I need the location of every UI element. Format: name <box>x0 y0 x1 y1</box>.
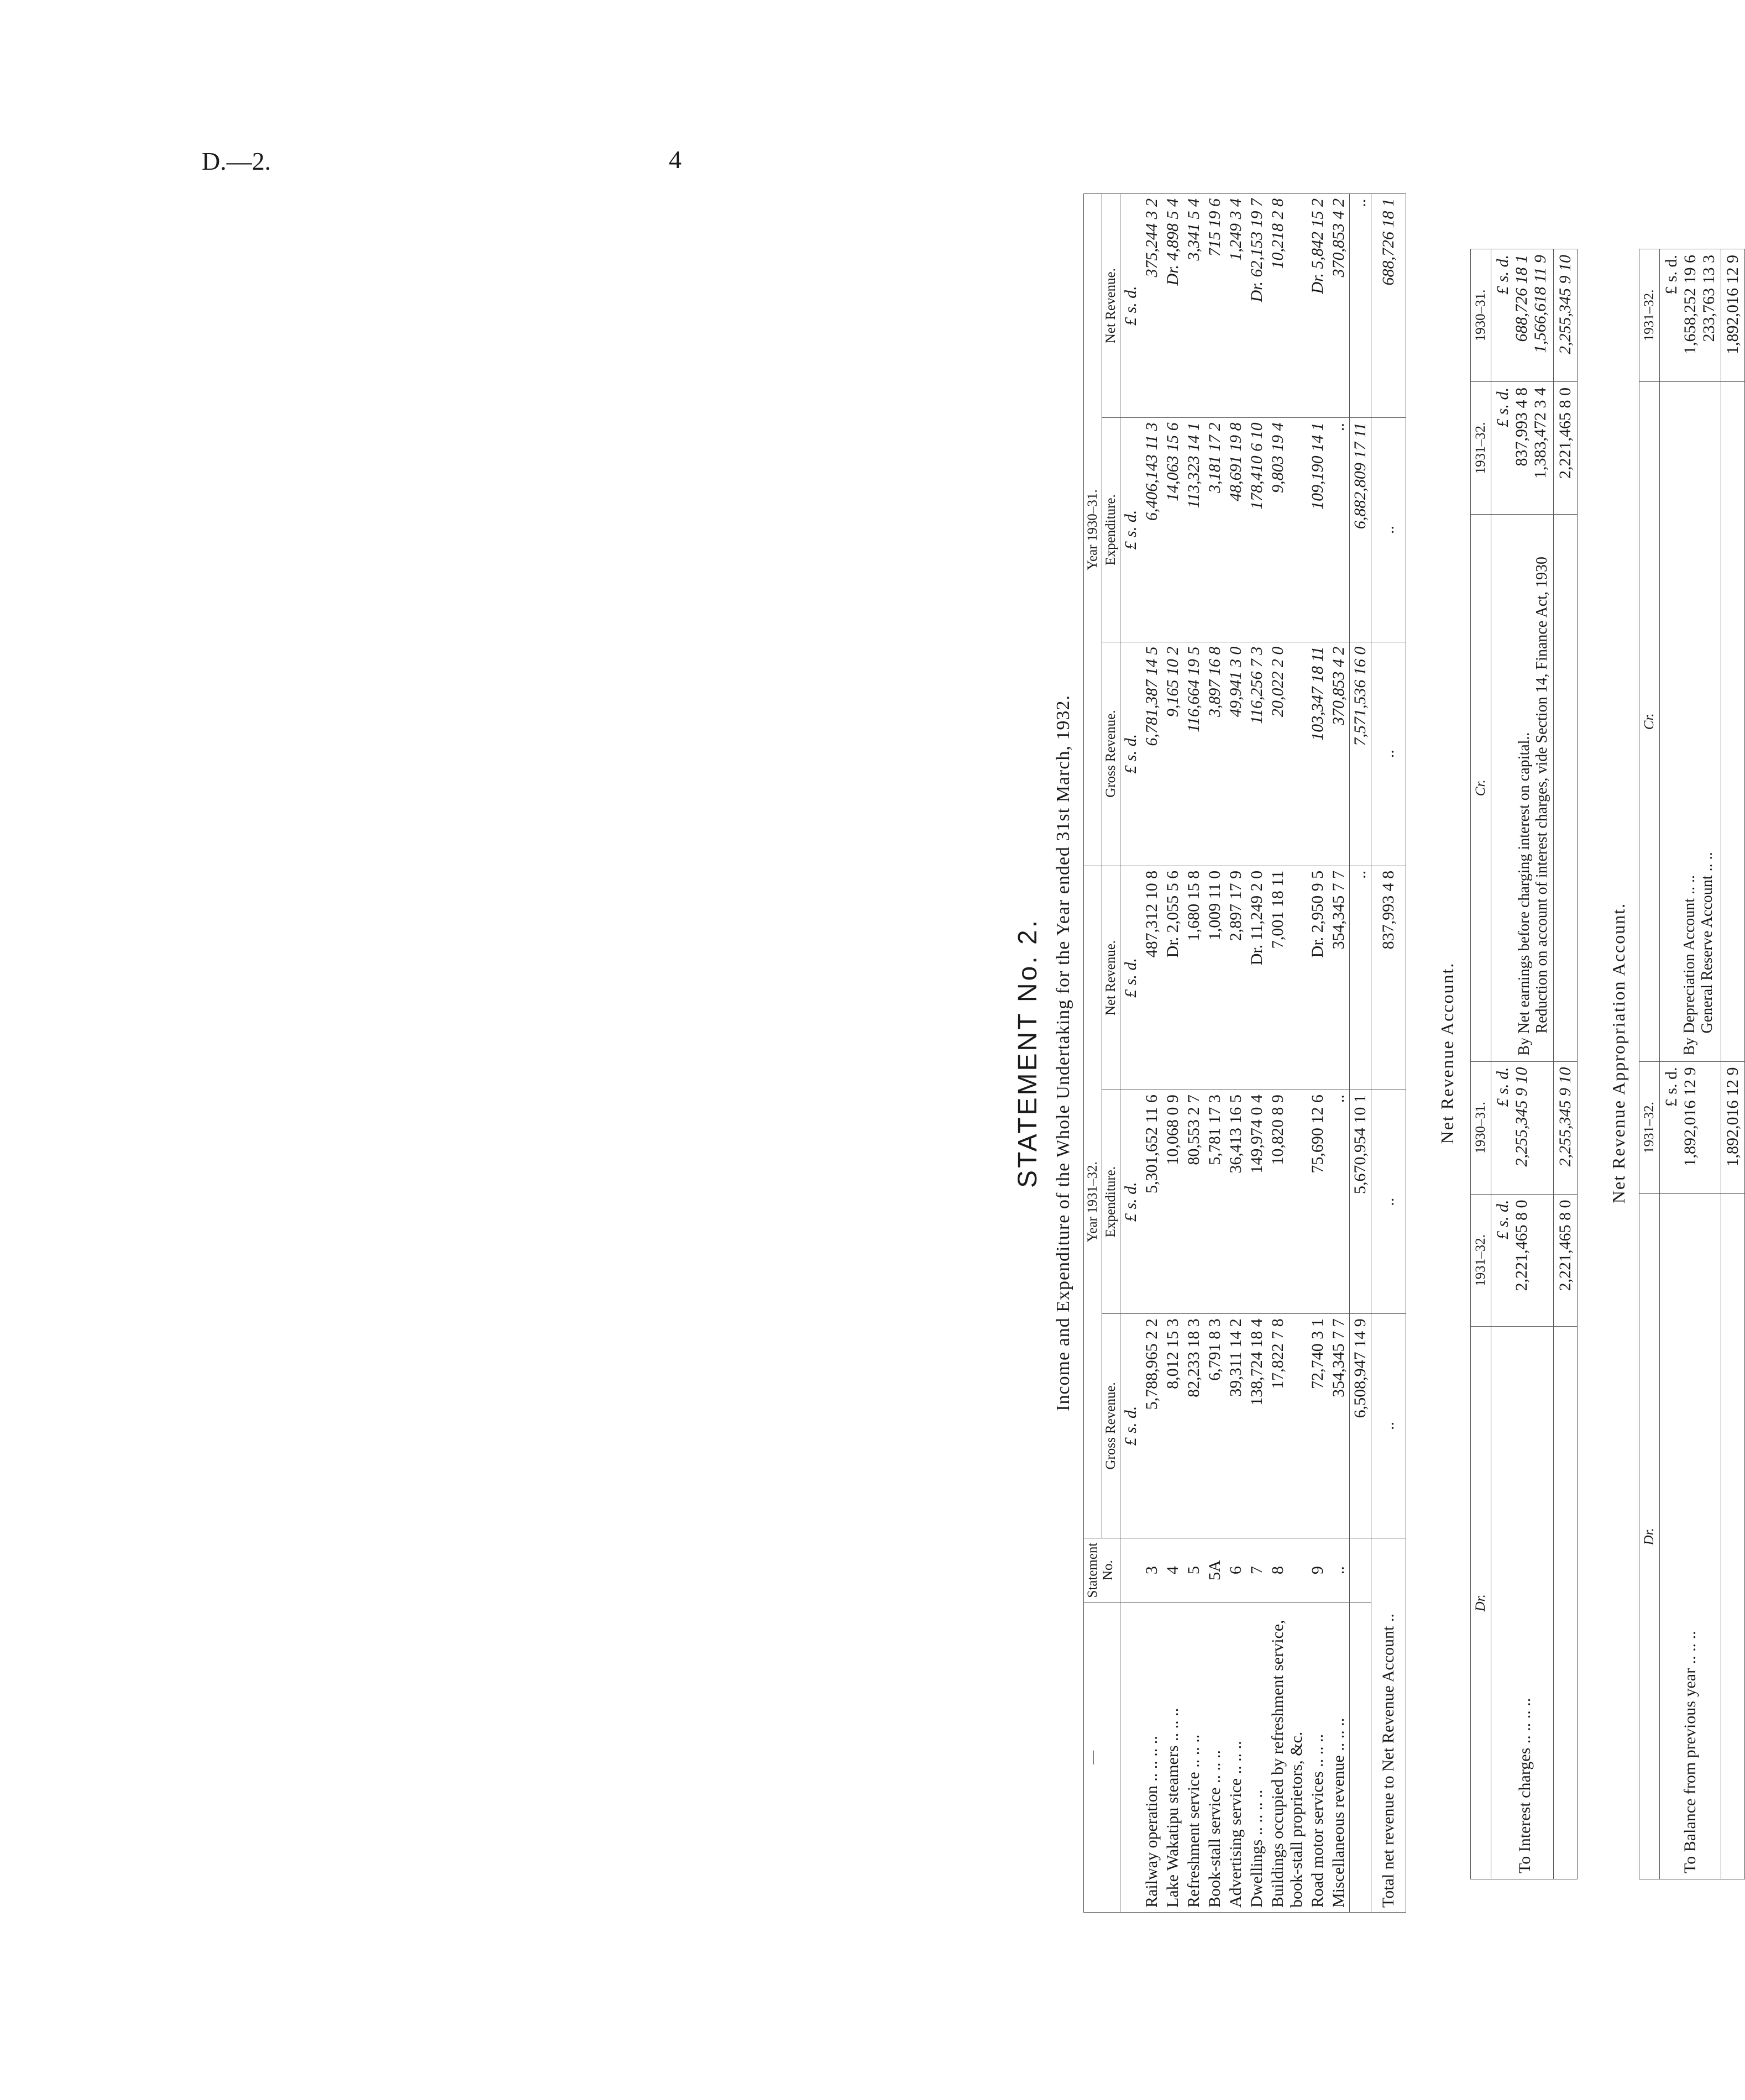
net-revenue-account-title: Net Revenue Account. <box>1437 962 1457 1144</box>
table-row <box>1267 194 1307 1913</box>
total-amount: 2,221,465 8 0 <box>1554 382 1578 515</box>
unit-label: £ s. d. <box>1494 255 1512 295</box>
statement-no: 7 <box>1246 1538 1267 1603</box>
unit-label: £ s. d. <box>1120 1090 1142 1314</box>
net-cell: 837,993 4 8 <box>1371 866 1406 1090</box>
cell: 116,664 19 5 <box>1183 642 1204 866</box>
cr-items <box>1491 514 1554 1061</box>
label-column-header: — <box>1084 1603 1120 1912</box>
cell: Dr. 5,842 15 2 <box>1307 194 1328 418</box>
unit-label: £ s. d. <box>1662 255 1680 295</box>
total-amount: 1,892,016 12 9 <box>1721 249 1745 382</box>
totals-row <box>1350 194 1371 1913</box>
table-row <box>1225 194 1246 1913</box>
unit-label: £ s. d. <box>1662 1067 1680 1107</box>
statement-title: STATEMENT No. 2. <box>1013 918 1042 1188</box>
cell: 10,820 8 9 <box>1267 1090 1307 1314</box>
row-label: Dwellings .. .. .. .. <box>1246 1603 1267 1912</box>
net-cell: .. <box>1371 642 1406 866</box>
cell: 5,781 17 3 <box>1204 1090 1225 1314</box>
cell: 354,345 7 7 <box>1328 1314 1350 1538</box>
table-header-row <box>1084 194 1102 1913</box>
total-amount: 1,892,016 12 9 <box>1721 1061 1745 1194</box>
amount-cell <box>1491 1061 1554 1194</box>
cell: 3,341 5 4 <box>1183 194 1204 418</box>
net-revenue-row <box>1371 194 1406 1913</box>
amount: 1,566,618 11 9 <box>1531 255 1549 353</box>
cell: Dr. 2,950 9 5 <box>1307 866 1328 1090</box>
amount: 2,221,465 8 0 <box>1512 1200 1531 1291</box>
year-1931-32-header: Year 1931–32. <box>1084 866 1102 1538</box>
col-gross-2: Gross Revenue. <box>1102 642 1120 866</box>
cell: .. <box>1328 418 1350 642</box>
table-row <box>1328 194 1350 1913</box>
unit-label: £ s. d. <box>1120 642 1142 866</box>
table-row <box>1162 194 1183 1913</box>
col-exp-2: Expenditure. <box>1102 418 1120 642</box>
total-cell: .. <box>1350 866 1371 1090</box>
total-cell: 6,508,947 14 9 <box>1350 1314 1371 1538</box>
net-cell: .. <box>1371 418 1406 642</box>
row-label: Book-stall service .. .. .. <box>1204 1603 1225 1912</box>
appropriation-account-title: Net Revenue Appropriation Account. <box>1608 902 1628 1204</box>
cell: 6,406,143 11 3 <box>1141 418 1162 642</box>
cell: 715 19 6 <box>1204 194 1225 418</box>
acct-header-row <box>1471 249 1491 1879</box>
unit-row <box>1120 194 1142 1913</box>
cell: 10,218 2 8 <box>1267 194 1307 418</box>
cell: 149,974 0 4 <box>1246 1090 1267 1314</box>
cr-header: Cr. <box>1639 382 1660 1062</box>
table-row <box>1183 194 1204 1913</box>
cell: 354,345 7 7 <box>1328 866 1350 1090</box>
year-header: 1931–32. <box>1639 249 1660 382</box>
statement-no: 4 <box>1162 1538 1183 1603</box>
dr-header: Dr. <box>1639 1194 1660 1879</box>
cell: Dr. 2,055 5 6 <box>1162 866 1183 1090</box>
cell: 370,853 4 2 <box>1328 642 1350 866</box>
statement-subtitle: Income and Expenditure of the Whole Undertaking for the Year ended 31st March, 1932. <box>1053 695 1073 1411</box>
amount-cell <box>1491 249 1554 382</box>
amount-cell <box>1660 249 1721 382</box>
cell: 2,897 17 9 <box>1225 866 1246 1090</box>
cell: .. <box>1328 1090 1350 1314</box>
year-header: 1931–32. <box>1639 1061 1660 1194</box>
total-cell: .. <box>1350 194 1371 418</box>
cr-item: By Net earnings before charging interest on capital.. <box>1516 732 1533 1056</box>
amount-cell <box>1660 1061 1721 1194</box>
net-revenue-account-table <box>1470 249 1578 1879</box>
cell: 72,740 3 1 <box>1307 1314 1328 1538</box>
cell: 14,063 15 6 <box>1162 418 1183 642</box>
col-gross-1: Gross Revenue. <box>1102 1314 1120 1538</box>
year-1930-31-header: Year 1930–31. <box>1084 194 1102 866</box>
total-amount: 2,255,345 9 10 <box>1554 1061 1578 1194</box>
year-header: 1930–31. <box>1471 1061 1491 1194</box>
amount: 688,726 18 1 <box>1512 255 1531 342</box>
row-label: Railway operation .. .. .. .. <box>1141 1603 1162 1912</box>
col-net-2: Net Revenue. <box>1102 194 1120 418</box>
unit-label: £ s. d. <box>1494 1067 1512 1107</box>
cell: 17,822 7 8 <box>1267 1314 1307 1538</box>
net-cell: 688,726 18 1 <box>1371 194 1406 418</box>
cell: 6,791 8 3 <box>1204 1314 1225 1538</box>
document-reference: D.—2. <box>202 147 271 175</box>
cr-items <box>1660 382 1721 1062</box>
cell: 103,347 18 11 <box>1307 642 1328 866</box>
table-row <box>1204 194 1225 1913</box>
amount: 837,993 4 8 <box>1512 387 1531 467</box>
statement-no: .. <box>1328 1538 1350 1603</box>
cell: 116,256 7 3 <box>1246 642 1267 866</box>
cell: 5,301,652 11 6 <box>1141 1090 1162 1314</box>
unit-label: £ s. d. <box>1120 194 1142 418</box>
col-net-1: Net Revenue. <box>1102 866 1120 1090</box>
cell: 5,788,965 2 2 <box>1141 1314 1162 1538</box>
cell: 375,244 3 2 <box>1141 194 1162 418</box>
amount: 1,658,252 19 6 <box>1681 255 1699 354</box>
cell: 82,233 18 3 <box>1183 1314 1204 1538</box>
cell: 20,022 2 0 <box>1267 642 1307 866</box>
dr-item: To Balance from previous year .. .. .. <box>1660 1194 1721 1879</box>
income-expenditure-table <box>1083 193 1406 1913</box>
total-cell: 7,571,536 16 0 <box>1350 642 1371 866</box>
cell: 3,897 16 8 <box>1204 642 1225 866</box>
unit-label: £ s. d. <box>1120 418 1142 642</box>
amount-cell <box>1491 382 1554 515</box>
amount: 1,383,472 3 4 <box>1531 387 1549 479</box>
statement-no: 5 <box>1183 1538 1204 1603</box>
cell: 9,803 19 4 <box>1267 418 1307 642</box>
cell: 10,068 0 9 <box>1162 1090 1183 1314</box>
year-header: 1930–31. <box>1471 249 1491 382</box>
dr-item: To Interest charges .. .. .. .. <box>1491 1327 1554 1879</box>
cell: Dr. 4,898 5 4 <box>1162 194 1183 418</box>
table-row <box>1246 194 1267 1913</box>
net-cell: .. <box>1371 1314 1406 1538</box>
acct-total-row <box>1721 249 1745 1879</box>
acct-header-row <box>1639 249 1660 1879</box>
unit-label: £ s. d. <box>1120 1314 1142 1538</box>
table-row <box>1141 194 1162 1913</box>
cr-item: General Reserve Account .. .. <box>1699 852 1716 1034</box>
cell: 1,680 15 8 <box>1183 866 1204 1090</box>
net-revenue-label: Total net revenue to Net Revenue Account .. <box>1371 1538 1406 1912</box>
total-cell: 6,882,809 17 11 <box>1350 418 1371 642</box>
col-exp-1: Expenditure. <box>1102 1090 1120 1314</box>
amount: 233,763 13 3 <box>1700 255 1718 342</box>
amount: 1,892,016 12 9 <box>1681 1067 1699 1167</box>
unit-label: £ s. d. <box>1494 1200 1512 1240</box>
rotated-statement-page <box>1012 193 1742 1913</box>
cell: 178,410 6 10 <box>1246 418 1267 642</box>
cell: 3,181 17 2 <box>1204 418 1225 642</box>
statement-no: 5A <box>1204 1538 1225 1603</box>
unit-label: £ s. d. <box>1494 387 1512 427</box>
cell: Dr. 11,249 2 0 <box>1246 866 1267 1090</box>
row-label: Road motor services .. .. .. <box>1307 1603 1328 1912</box>
acct-row <box>1660 249 1721 1879</box>
cr-item: By Depreciation Account .. .. <box>1681 874 1698 1056</box>
unit-label: £ s. d. <box>1120 866 1142 1090</box>
dr-header: Dr. <box>1471 1327 1491 1879</box>
cell: 1,249 3 4 <box>1225 194 1246 418</box>
table-row <box>1307 194 1328 1913</box>
cell: 49,941 3 0 <box>1225 642 1246 866</box>
cell: 75,690 12 6 <box>1307 1090 1328 1314</box>
statement-no: 9 <box>1307 1538 1328 1603</box>
cell: 109,190 14 1 <box>1307 418 1328 642</box>
cr-header: Cr. <box>1471 514 1491 1061</box>
year-header: 1931–32. <box>1471 1194 1491 1327</box>
cell: 487,312 10 8 <box>1141 866 1162 1090</box>
net-cell: .. <box>1371 1090 1406 1314</box>
cell: 7,001 18 11 <box>1267 866 1307 1090</box>
cell: 39,311 14 2 <box>1225 1314 1246 1538</box>
acct-row <box>1491 249 1554 1879</box>
statement-no: 3 <box>1141 1538 1162 1603</box>
page-number: 4 <box>669 145 682 174</box>
cell: Dr. 62,153 19 7 <box>1246 194 1267 418</box>
total-amount: 2,221,465 8 0 <box>1554 1194 1578 1327</box>
amount: 2,255,345 9 10 <box>1512 1067 1531 1167</box>
cell: 8,012 15 3 <box>1162 1314 1183 1538</box>
total-cell: 5,670,954 10 1 <box>1350 1090 1371 1314</box>
cell: 9,165 10 2 <box>1162 642 1183 866</box>
cell: 6,781,387 14 5 <box>1141 642 1162 866</box>
appropriation-account-table <box>1639 249 1745 1879</box>
amount-cell <box>1491 1194 1554 1327</box>
row-label: Refreshment service .. .. .. <box>1183 1603 1204 1912</box>
statement-no: 8 <box>1267 1538 1307 1603</box>
cell: 80,553 2 7 <box>1183 1090 1204 1314</box>
statement-no-header: Statement No. <box>1084 1538 1120 1603</box>
statement-no: 6 <box>1225 1538 1246 1603</box>
cell: 370,853 4 2 <box>1328 194 1350 418</box>
cell: 138,724 18 4 <box>1246 1314 1267 1538</box>
row-label: Buildings occupied by refreshment service, book-stall proprietors, &c. <box>1267 1603 1307 1912</box>
cell: 48,691 19 8 <box>1225 418 1246 642</box>
total-amount: 2,255,345 9 10 <box>1554 249 1578 382</box>
cell: 113,323 14 1 <box>1183 418 1204 642</box>
cell: 1,009 11 0 <box>1204 866 1225 1090</box>
row-label: Miscellaneous revenue .. .. .. <box>1328 1603 1350 1912</box>
year-header: 1931–32. <box>1471 382 1491 515</box>
cr-item: Reduction on account of interest charges, vide Section 14, Finance Act, 1930 <box>1533 556 1550 1034</box>
row-label: Lake Wakatipu steamers .. .. .. <box>1162 1603 1183 1912</box>
acct-total-row <box>1554 249 1578 1879</box>
cell: 36,413 16 5 <box>1225 1090 1246 1314</box>
row-label: Advertising service .. .. .. <box>1225 1603 1246 1912</box>
